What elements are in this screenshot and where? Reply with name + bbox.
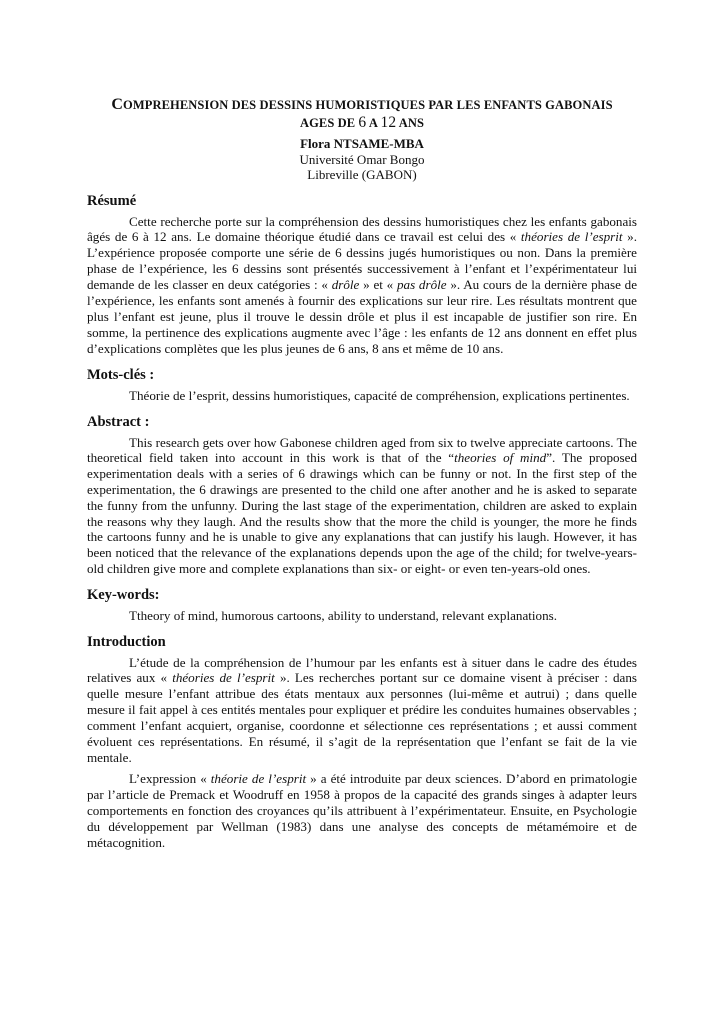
title-initial: C — [111, 96, 124, 113]
introduction-paragraph-2 — [87, 771, 637, 851]
intro-p1-text-2: ». Les recherches portant sur ce domaine visent à préciser : dans quelle mesure l’enfant attribue des états mentaux aux personnes (lui-même et autrui) ; dans quelle mesure il fait appel à ces entités mentales pour expliquer et prédire les conduites humaines observables ; comment l’enfant acquiert, organise, coordonne et sélectionne ces représentations ; et aussi comment évoluent ces représentations. En résumé, il s’agit de la représentation que l’enfant se fait de la vie mentale. — [87, 670, 637, 765]
intro-p1-italic: théories de l’esprit — [172, 670, 275, 686]
intro-p2-text-2: » a été introduite par deux sciences. D’abord en primatologie par l’article de Premack et Woodruff en 1958 à propos de la capacité des grands singes à adapter leurs comportements en fonction des croyances qu’ils attribuent à l’expérimentateur. Ensuite, en Psychologie du développement par Wellman (1983) dans une analyse des concepts de métamémoire et de métacognition. — [87, 770, 638, 850]
title-text-2c: ANS — [396, 116, 425, 130]
author-block — [87, 136, 637, 183]
resume-text-2: ». L’expérience proposée comporte une série de 6 dessins jugés humoristiques ou non. Dans la première phase de l’expérience, les 6 dessins sont présentés successivement à l’enfant et l’expérimentateur lui demande de les classer en deux catégories : « — [87, 229, 637, 293]
introduction-paragraph-1 — [87, 655, 637, 766]
title-age-max: 12 — [380, 114, 397, 131]
intro-p2-italic: théorie de l’esprit — [210, 770, 307, 786]
abstract-heading: Abstract : — [87, 413, 150, 430]
introduction-heading: Introduction — [87, 633, 166, 650]
resume-heading: Résumé — [87, 192, 137, 209]
resume-italic-1: théories de l’esprit — [520, 229, 623, 245]
resume-italic-2: drôle — [331, 277, 360, 293]
resume-italic-3: pas drôle — [396, 277, 447, 293]
author-location: Libreville (GABON) — [307, 167, 417, 182]
title-line-2 — [87, 114, 637, 132]
motscles-heading: Mots-clés : — [87, 366, 155, 383]
abstract-text-2: ”. The proposed experimentation deals with a series of 6 drawings which can be funny or not. In the first step of the experimentation, the 6 drawings are presented to the child one after another and he is asked to separate the funny from the unfunny. During the last stage of the experimentation, children are asked to explain the reasons why they laugh. And the results show that the more the child is younger, the more he finds the cartoons funny and he is unable to give any explanations that can justify his laugh. However, it has been noticed that the relevance of the explanations depends upon the age of the child; for twelve-years-old children give more and complete explanations than six- or eight- or even ten-years-old ones. — [87, 450, 637, 576]
abstract-italic-1: theories of mind — [454, 450, 547, 466]
intro-p1-text-1: L’étude de la compréhension de l’humour par les enfants est à situer dans le cadre des études relatives aux « — [87, 654, 637, 686]
intro-p2-text-1: L’expression « — [129, 770, 211, 786]
resume-text-1: Cette recherche porte sur la compréhension des dessins humoristiques chez les enfants gabonais âgés de 6 à 12 ans. Le domaine théorique étudié dans ce travail est celui des « — [87, 213, 637, 245]
keywords-paragraph: Ttheory of mind, humorous cartoons, ability to understand, relevant explanations. — [129, 607, 557, 623]
title-age-min: 6 — [358, 114, 367, 131]
resume-text-4: ». Au cours de la dernière phase de l’expérience, les enfants sont amenés à fournir des explications sur leur rire. Les résultats montrent que plus l’enfant est jeune, plus il trouve le dessin drôle et plus il est incapable de justifier son rire. En somme, la pertinence des explications augmente avec l’âge : les enfants de 12 ans donnent en effet plus d’explications complètes que les plus jeunes de 6 ans, 8 ans et même de 10 ans. — [87, 277, 638, 356]
abstract-paragraph — [87, 435, 637, 577]
title-text-2b: A — [366, 116, 381, 130]
resume-text-3: » et « — [359, 277, 397, 293]
resume-paragraph — [87, 214, 637, 357]
paper-title — [87, 96, 637, 132]
abstract-text-1: This research gets over how Gabonese children aged from six to twelve appreciate cartoons. The theoretical field taken into account in this work is that of the “ — [87, 434, 637, 466]
keywords-heading: Key-words: — [87, 586, 160, 603]
title-text-1: OMPREHENSION DES DESSINS HUMORISTIQUES PAR LES ENFANTS GABONAIS — [123, 98, 613, 112]
author-name: Flora NTSAME-MBA — [300, 136, 424, 151]
title-text-2a: AGES DE — [299, 116, 359, 130]
title-line-1 — [87, 96, 637, 114]
author-affiliation: Université Omar Bongo — [299, 151, 425, 167]
document-page — [87, 96, 637, 850]
motscles-paragraph: Théorie de l’esprit, dessins humoristiques, capacité de compréhension, explications pertinentes. — [129, 387, 630, 403]
